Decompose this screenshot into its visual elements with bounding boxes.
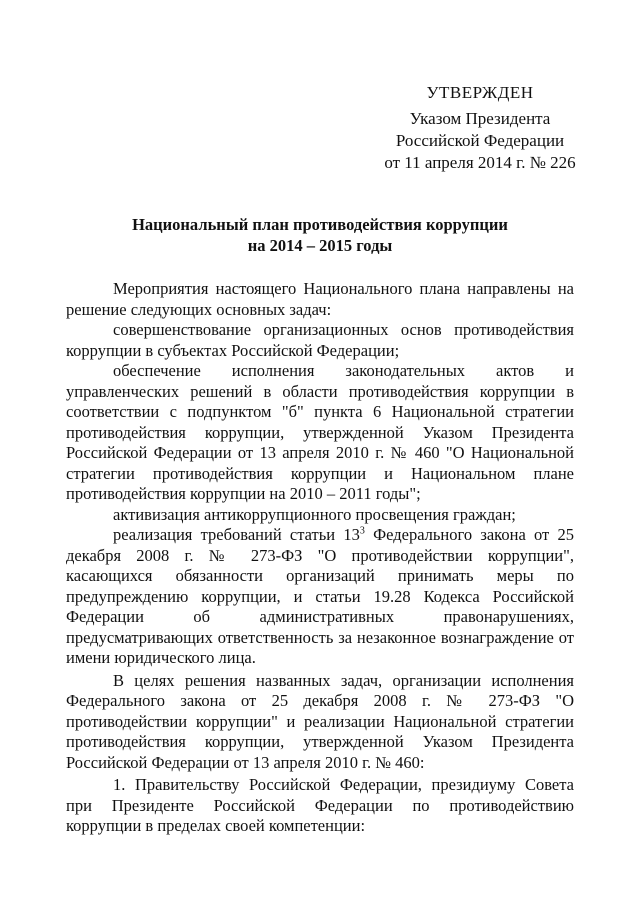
approval-line-3: от 11 апреля 2014 г. № 226 [384,153,576,172]
approval-line-1: Указом Президента [409,109,551,128]
approval-line-2: Российской Федерации [395,131,565,150]
title-line-1: Национальный план противодействия коррупции [132,215,508,234]
approval-block [380,82,580,174]
paragraph-task-3: активизация антикоррупционного просвещения граждан; [113,504,516,524]
paragraph-item-1: 1. Правительству Российской Федерации, президиуму Совета при Президенте Российской Федерации по противодействию коррупции в пределах своей компетенции: [66,775,574,835]
paragraph-task-2: обеспечение исполнения законодательных актов и управленческих решений в области противодействия коррупции в соответствии с подпунктом "б" пункта 6 Национальной стратегии противодействия коррупции, утвержденной Указом Президента Российской Федерации от 13 апреля 2010 г. № 460 "О Национальной стратегии противодействия коррупции и Национальном плане противодействия коррупции на 2010 – 2011 годы"; [66,361,574,503]
paragraph-purpose: В целях решения названных задач, организации исполнения Федерального закона от 25 декабря 2008 г. № 273-ФЗ "О противодействии коррупции" и реализации Национальной стратегии противодействия коррупции, утвержденной Указом Президента Российской Федерации от 13 апреля 2010 г. № 460: [66,670,574,772]
approval-stamp: УТВЕРЖДЕН [426,83,534,102]
document-title [66,214,574,256]
article-superscript: 3 [359,525,365,537]
title-line-2: на 2014 – 2015 годы [247,236,393,255]
paragraph-task-4-rest: Федерального закона от 25 декабря 2008 г. № 273-ФЗ "О противодействии коррупции", касающихся обязанности организаций принимать меры по предупреждению коррупции, и статьи 19.28 Кодекса Российской Федерации об административных правонарушениях, предусматривающих ответственность за незаконное вознаграждение от имени юридического лица. [66,525,574,667]
paragraph-task-1: совершенствование организационных основ противодействия коррупции в субъектах Российской Федерации; [66,320,574,360]
paragraph-intro: Мероприятия настоящего Национального плана направлены на решение следующих основных задач: [66,279,574,319]
paragraph-task-4-start: реализация требований статьи 13 [113,525,360,544]
document-body [66,279,574,837]
paragraph-task-4 [66,525,574,669]
